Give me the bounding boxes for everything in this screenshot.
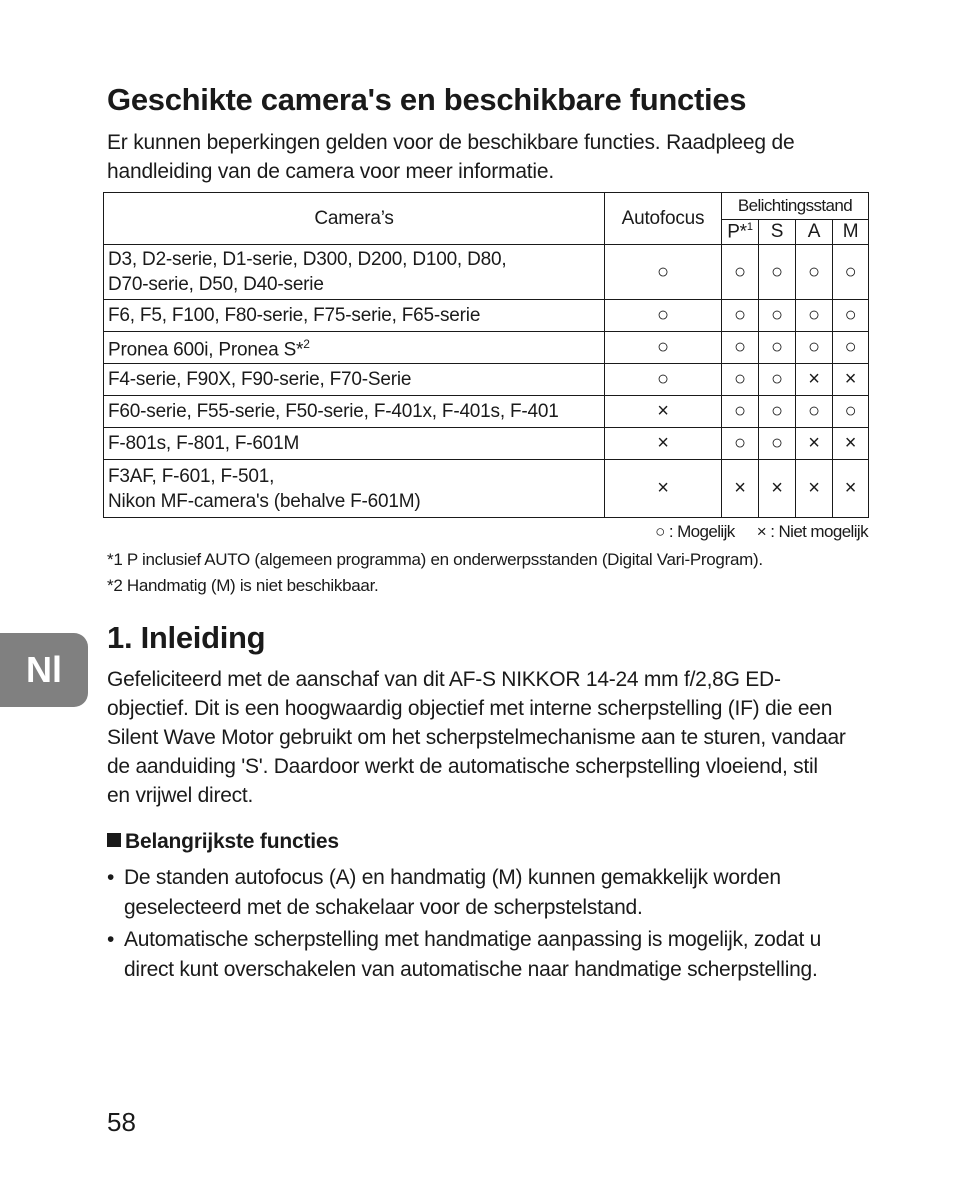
cell-af: ○ [605,245,722,300]
cell-s: ○ [759,300,796,332]
table-legend [637,522,868,542]
header-exposure-mode: Belichtingsstand [722,193,869,220]
cell-m: ○ [833,396,869,428]
section-title: 1. Inleiding [107,620,266,655]
table-row [104,396,869,428]
intro-line: Er kunnen beperkingen gelden voor de beschikbare functies. Raadpleeg de [107,131,795,154]
cell-p: ○ [722,428,759,460]
list-item: • De standen autofocus (A) en handmatig (M) kunnen gemakkelijk worden geselecteerd met de schakelaar voor de scherpstelstand. [107,863,877,923]
cell-m: × [833,428,869,460]
camera-cell: Pronea 600i, Pronea S*$^2$ [104,332,605,364]
header-mode-p: P*$^1$ [722,220,759,245]
cell-m: × [833,364,869,396]
paragraph-line: objectief. Dit is een hoogwaardig objectief met interne scherpstelling (IF) die een [107,697,833,720]
table-row [104,245,869,300]
cell-af: ○ [605,364,722,396]
header-camera: Camera’s [104,193,605,245]
cell-s: ○ [759,364,796,396]
table-row [104,428,869,460]
cell-p: ○ [722,332,759,364]
cell-m: ○ [833,332,869,364]
cell-s: ○ [759,245,796,300]
page-number: 58 [107,1107,136,1137]
intro-text [107,128,867,186]
paragraph-line: Gefeliciteerd met de aanschaf van dit AF-S NIKKOR 14-24 mm f/2,8G ED- [107,668,781,691]
bullet-icon: • [107,866,115,889]
camera-cell: F60-serie, F55-serie, F50-serie, F-401x, F-401s, F-401 [104,396,605,428]
table-row [104,364,869,396]
cell-s: × [759,460,796,518]
cell-af: × [605,460,722,518]
legend-possible: ○ : Mogelijk [655,522,735,541]
square-bullet-icon [107,833,121,847]
cell-af: × [605,428,722,460]
cell-p: × [722,460,759,518]
cell-af: ○ [605,332,722,364]
language-tab: Nl [0,633,88,707]
cell-m: × [833,460,869,518]
camera-cell: D3, D2-serie, D1-serie, D300, D200, D100, D80, D70-serie, D50, D40-serie [104,245,605,300]
cell-a: × [796,460,833,518]
cell-m: ○ [833,300,869,332]
cell-a: × [796,428,833,460]
cell-p: ○ [722,300,759,332]
cell-af: ○ [605,300,722,332]
camera-cell: F3AF, F-601, F-501, Nikon MF-camera's (behalve F-601M) [104,460,605,518]
cell-af: × [605,396,722,428]
feature-list [107,863,877,987]
cell-p: ○ [722,245,759,300]
footnote-1: *1 P inclusief AUTO (algemeen programma) en onderwerpsstanden (Digital Vari-Program). [107,550,763,569]
paragraph-line: de aanduiding 'S'. Daardoor werkt de automatische scherpstelling vloeiend, stil [107,755,818,778]
table-row [104,460,869,518]
bullet-icon: • [107,928,115,951]
camera-cell: F6, F5, F100, F80-serie, F75-serie, F65-serie [104,300,605,332]
header-mode-s: S [759,220,796,245]
page-title: Geschikte camera's en beschikbare functies [107,82,747,117]
cell-a: ○ [796,300,833,332]
footnote-2: *2 Handmatig (M) is niet beschikbaar. [107,576,379,595]
cell-p: ○ [722,364,759,396]
list-item: • Automatische scherpstelling met handmatige aanpassing is mogelijk, zodat u direct kunt overschakelen van automatische naar handmatige scherpstelling. [107,925,877,985]
subsection-title: Belangrijkste functies [107,830,339,854]
compatibility-table [103,192,869,518]
cell-m: ○ [833,245,869,300]
header-mode-m: M [833,220,869,245]
paragraph-line: en vrijwel direct. [107,784,254,807]
cell-s: ○ [759,396,796,428]
cell-p: ○ [722,396,759,428]
table-row [104,332,869,364]
cell-s: ○ [759,428,796,460]
cell-s: ○ [759,332,796,364]
intro-line: handleiding van de camera voor meer informatie. [107,160,555,183]
cell-a: ○ [796,332,833,364]
paragraph-line: Silent Wave Motor gebruikt om het scherpstelmechanisme aan te sturen, vandaar [107,726,846,749]
cell-a: × [796,364,833,396]
header-autofocus: Autofocus [605,193,722,245]
cell-a: ○ [796,245,833,300]
table-row [104,300,869,332]
camera-cell: F4-serie, F90X, F90-serie, F70-Serie [104,364,605,396]
legend-not-possible: × : Niet mogelijk [756,522,868,541]
cell-a: ○ [796,396,833,428]
intro-paragraph [107,665,877,810]
header-mode-a: A [796,220,833,245]
camera-cell: F-801s, F-801, F-601M [104,428,605,460]
